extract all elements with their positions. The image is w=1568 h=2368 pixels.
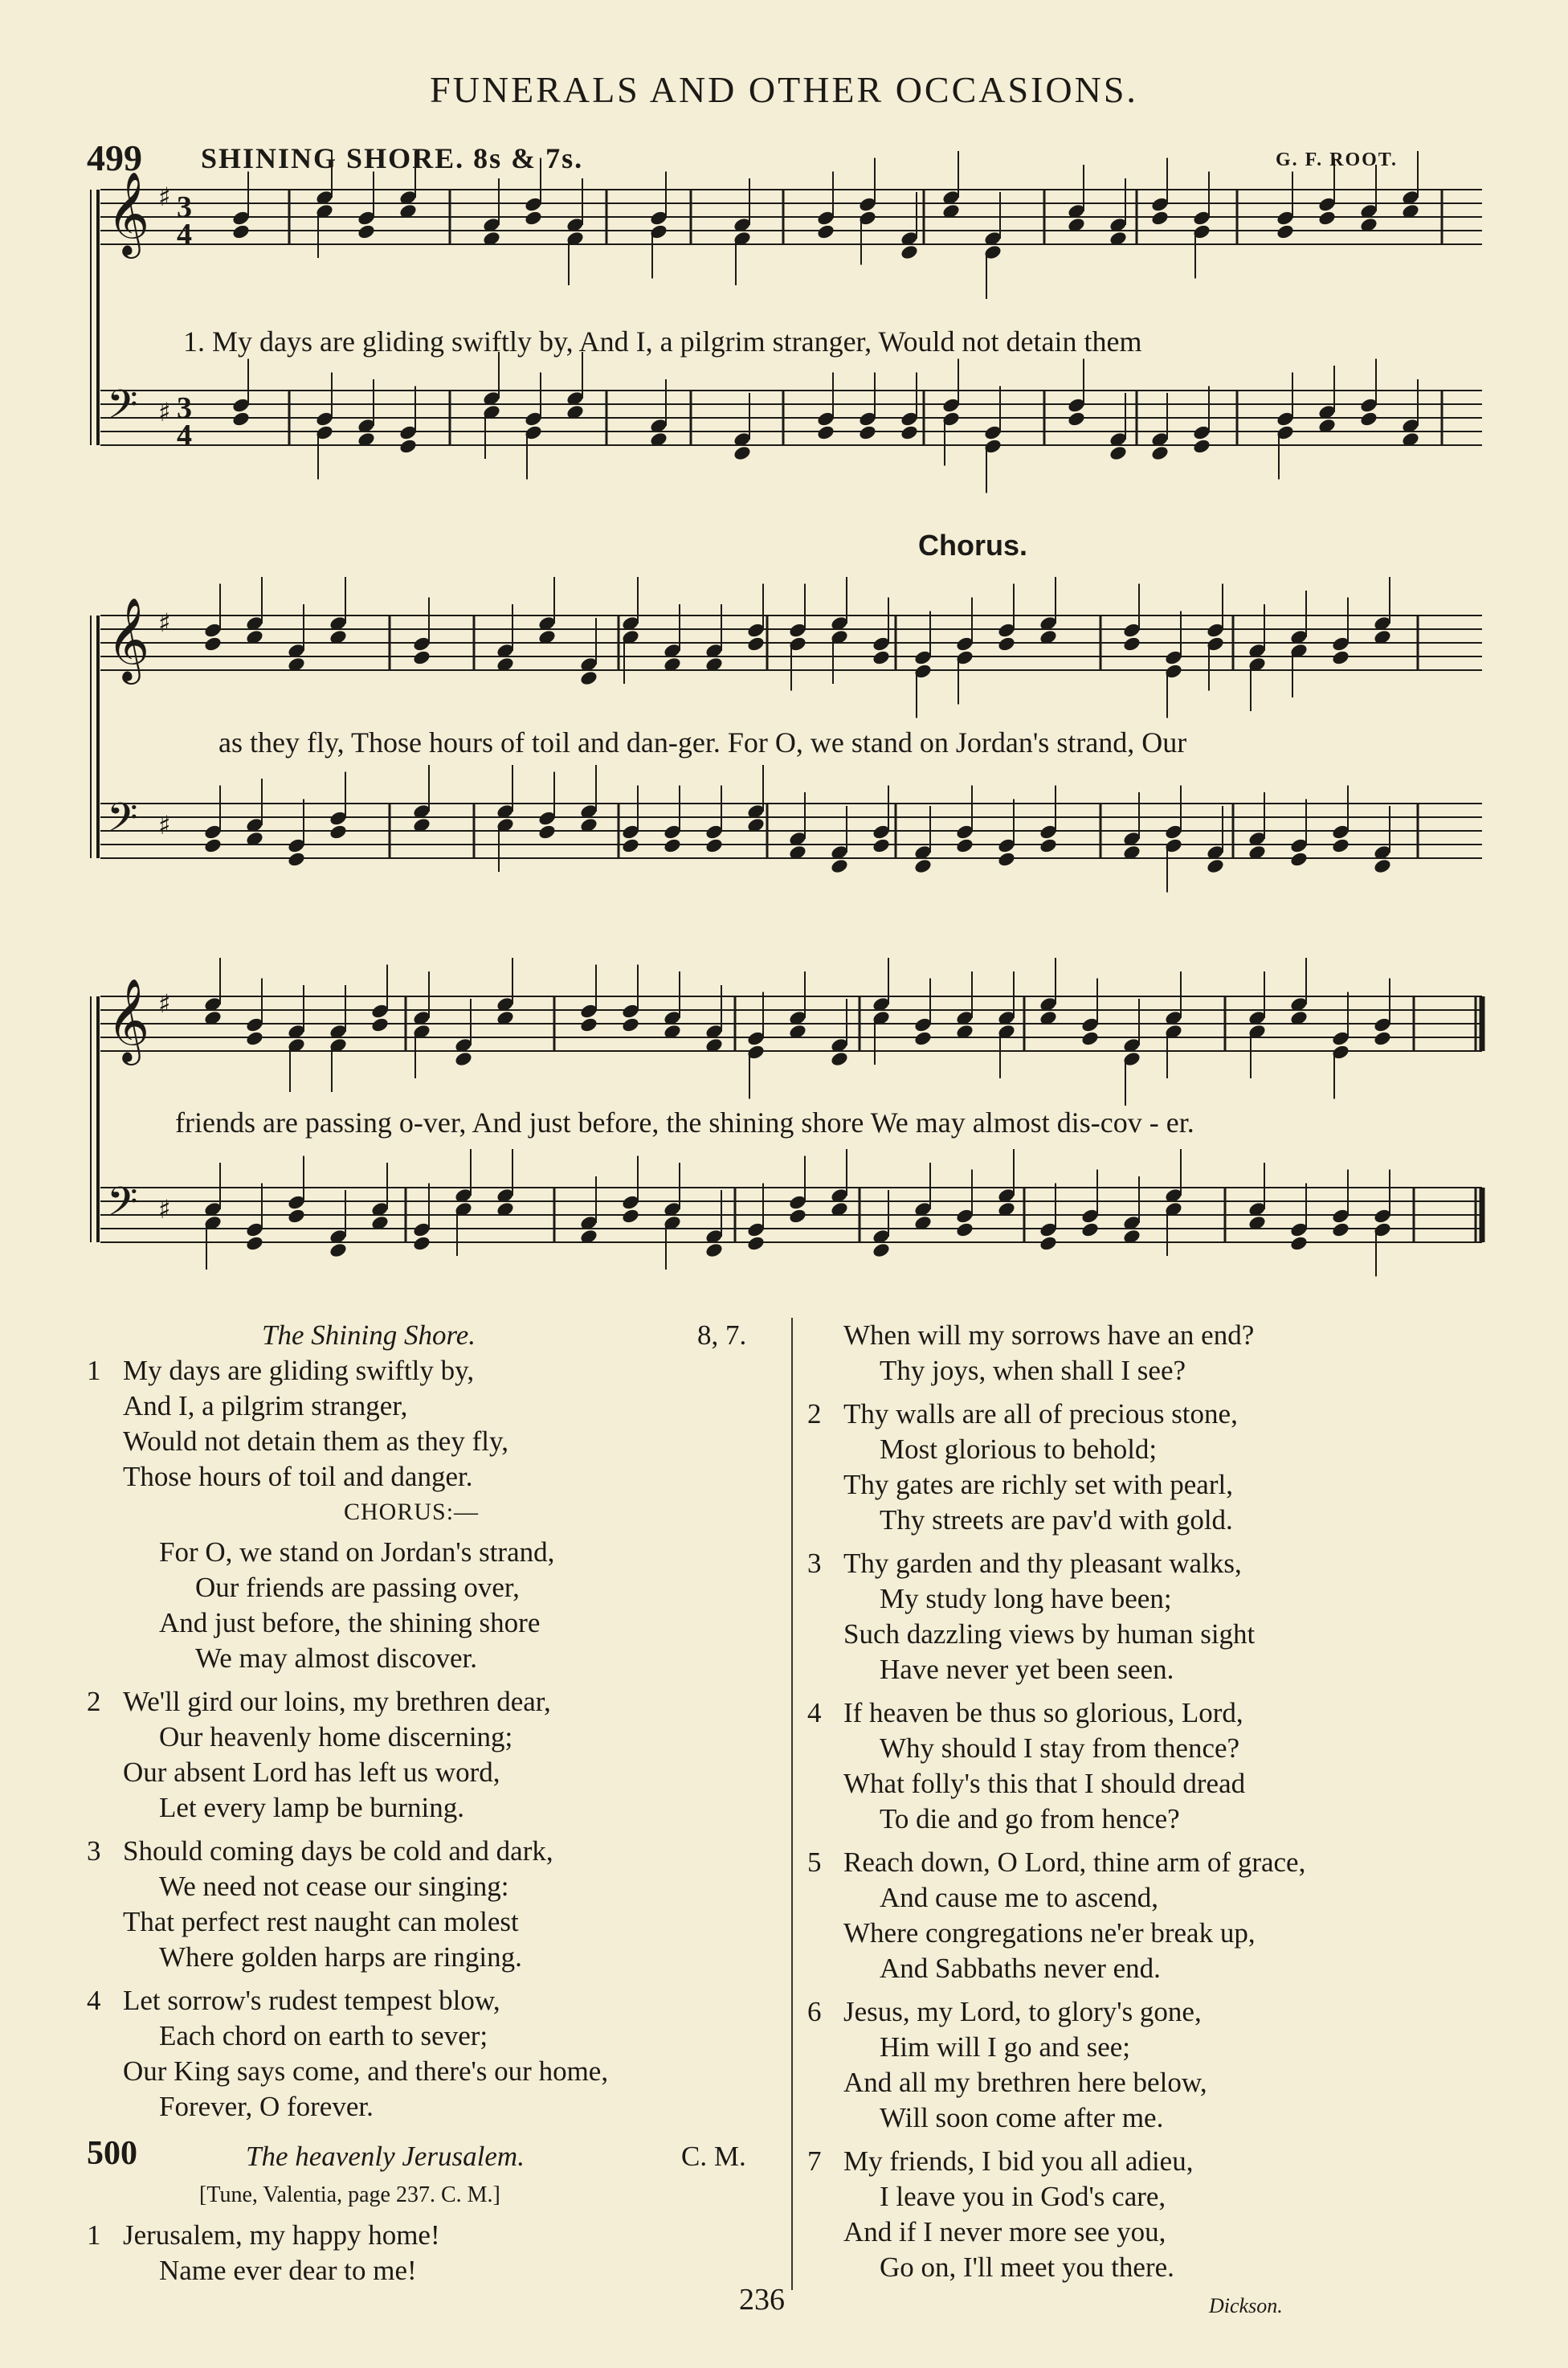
verse-number: 2 (87, 1686, 101, 1717)
verse-line: What folly's this that I should dread (843, 1768, 1246, 1799)
author-credit: Dickson. (1209, 2294, 1283, 2317)
lyrics-line-3: friends are passing o-ver, And just before, the shining shore We may almost dis-cov - er. (175, 1106, 1194, 1139)
notehead (1080, 1030, 1100, 1047)
verse-line: Jerusalem, my happy home! (123, 2219, 440, 2251)
verse-line: Should coming days be cold and dark, (123, 1835, 553, 1867)
notehead (913, 1030, 933, 1047)
verse-line: Let every lamp be burning. (159, 1792, 465, 1823)
notehead (816, 223, 835, 240)
hymn-title: SHINING SHORE. 8s & 7s. (201, 142, 584, 174)
verse-number: 3 (807, 1548, 822, 1579)
verse-line: Thy gates are richly set with pearl, (843, 1469, 1233, 1500)
treble-clef: 𝄞 (107, 171, 150, 256)
chorus-line: Our friends are passing over, (195, 1572, 520, 1603)
notehead (746, 1235, 766, 1252)
chorus-line: And just before, the shining shore (159, 1607, 541, 1638)
notehead (858, 424, 877, 441)
notehead (329, 824, 348, 840)
chorus-text (87, 1535, 770, 1676)
verse-line: Thy garden and thy pleasant walks, (843, 1548, 1242, 1579)
verse-line: Those hours of toil and danger. (123, 1461, 473, 1492)
verse-line: And if I never more see you, (843, 2216, 1166, 2247)
poem-meter: 8, 7. (697, 1319, 747, 1351)
verse-line: Thy joys, when shall I see? (880, 1355, 1186, 1386)
verse-line: Where golden harps are ringing. (159, 1941, 522, 1973)
verse-line: If heaven be thus so glorious, Lord, (843, 1697, 1243, 1728)
notehead (621, 1208, 640, 1225)
notehead (412, 649, 431, 666)
verse-line: Our absent Lord has left us word, (123, 1757, 500, 1788)
verse-line: Have never yet been seen. (880, 1654, 1174, 1685)
notehead (370, 1016, 390, 1033)
verse-number: 6 (807, 1996, 822, 2027)
notehead (733, 444, 752, 461)
verse-line: Each chord on earth to sever; (159, 2020, 488, 2051)
notehead (1289, 1235, 1309, 1252)
verse-line: Forever, O forever. (159, 2091, 374, 2122)
notehead (1276, 223, 1295, 240)
notehead (1080, 1221, 1100, 1238)
time-signature-top: 3 (177, 391, 192, 425)
page-number: 236 (739, 2283, 785, 2317)
notehead (454, 1050, 473, 1067)
verse-4 (87, 1983, 770, 2125)
notehead (287, 851, 306, 868)
bass-clef: 𝄢 (107, 795, 138, 851)
verse-line: Let sorrow's rudest tempest blow, (123, 1985, 500, 2016)
sharp-sign: ♯ (158, 988, 171, 1019)
notehead (245, 1030, 264, 1047)
poem-title: The Shining Shore. (262, 1319, 476, 1351)
verse-7 (807, 2144, 1530, 2285)
lyrics-line-1: 1. My days are gliding swiftly by, And I, a pilgrim stranger, Would not detain them (183, 325, 1142, 358)
sharp-sign: ♯ (158, 397, 171, 427)
verse-5 (807, 1845, 1530, 1986)
verse-line: Why should I stay from thence? (880, 1732, 1240, 1764)
verse-4 (807, 1695, 1530, 1837)
verse-line: Our heavenly home discerning; (159, 1721, 513, 1752)
verse-2 (807, 1397, 1530, 1538)
verse-line: Jesus, my Lord, to glory's gone, (843, 1996, 1202, 2027)
verse-line: And Sabbaths never end. (880, 1953, 1161, 1984)
chorus-label: Chorus. (918, 529, 1028, 562)
verse-line: My friends, I bid you all adieu, (843, 2145, 1194, 2177)
hymn-500-meter: C. M. (681, 2141, 746, 2172)
notehead (1039, 837, 1058, 854)
notehead (1067, 411, 1086, 427)
notehead (203, 636, 223, 652)
verse-line: Where congregations ne'er break up, (843, 1917, 1256, 1949)
verse-number: 1 (87, 2219, 101, 2251)
verse-line: Thy walls are all of precious stone, (843, 1398, 1238, 1429)
notehead (1317, 210, 1337, 227)
chorus-line: For O, we stand on Jordan's strand, (159, 1536, 555, 1568)
composer: G. F. ROOT. (1276, 149, 1399, 170)
sharp-sign: ♯ (158, 810, 171, 840)
tune-reference: [Tune, Valentia, page 237. C. M.] (199, 2182, 500, 2207)
notehead (245, 1235, 264, 1252)
hymn-500-number: 500 (87, 2135, 137, 2172)
notehead (1150, 210, 1170, 227)
notehead (872, 837, 891, 854)
column-divider (791, 1318, 793, 2290)
notehead (830, 1050, 849, 1067)
notehead (1373, 857, 1392, 874)
verse-line: When will my sorrows have an end? (843, 1319, 1255, 1351)
verse-line: Him will I go and see; (880, 2031, 1131, 2063)
verse-number: 7 (807, 2145, 822, 2177)
treble-clef: 𝄞 (107, 597, 150, 681)
hymn-500-heading (87, 2134, 770, 2178)
verse-line: Go on, I'll meet you there. (880, 2251, 1174, 2283)
sharp-sign: ♯ (158, 182, 171, 212)
verse-line: Reach down, O Lord, thine arm of grace, (843, 1847, 1306, 1878)
verse-line: Thy streets are pav'd with gold. (880, 1504, 1233, 1536)
verse-line: To die and go from hence? (880, 1803, 1180, 1834)
notehead (1150, 444, 1170, 461)
verse-number: 2 (807, 1398, 822, 1429)
notehead (579, 1016, 598, 1033)
verse-line: We'll gird our loins, my brethren dear, (123, 1686, 551, 1717)
notehead (579, 669, 598, 686)
verse-line: And cause me to ascend, (880, 1882, 1158, 1913)
verse-line: My days are gliding swiftly by, (123, 1355, 475, 1386)
verse-line: Name ever dear to me! (159, 2255, 417, 2286)
time-signature-bottom: 4 (177, 419, 192, 452)
sharp-sign: ♯ (158, 1194, 171, 1225)
notehead (704, 837, 724, 854)
verse-number: 1 (87, 1355, 101, 1386)
verse-3 (807, 1546, 1530, 1687)
time-signature-bottom: 4 (177, 218, 192, 252)
verse-number: 3 (87, 1835, 101, 1867)
notehead (872, 1241, 891, 1258)
notehead (1192, 438, 1211, 455)
right-column (807, 1318, 1530, 2285)
verse-line: Would not detain them as they fly, (123, 1425, 508, 1457)
notehead (1331, 837, 1350, 854)
notehead (830, 857, 849, 874)
notehead (1289, 851, 1309, 868)
left-column (87, 1318, 770, 2288)
verse-1 (87, 1353, 770, 1495)
notehead (997, 851, 1016, 868)
notehead (746, 636, 766, 652)
notehead (357, 223, 376, 240)
verse-line: And I, a pilgrim stranger, (123, 1390, 408, 1421)
bass-clef: 𝄢 (107, 1179, 138, 1235)
notehead (872, 649, 891, 666)
notehead (1109, 444, 1128, 461)
notehead (816, 424, 835, 441)
verse-number: 4 (807, 1697, 822, 1728)
notehead (412, 1235, 431, 1252)
notehead (231, 223, 251, 240)
notehead (329, 1241, 348, 1258)
verse-line: We need not cease our singing: (159, 1871, 509, 1902)
notehead (1373, 1030, 1392, 1047)
poem-heading (87, 1318, 770, 1353)
verse-number: 5 (807, 1847, 822, 1878)
notehead (704, 1241, 724, 1258)
notehead (231, 411, 251, 427)
notehead (1331, 1221, 1350, 1238)
hymn-500-title: The heavenly Jerusalem. (246, 2141, 525, 2172)
verse-line: Most glorious to behold; (880, 1433, 1158, 1465)
notehead (398, 438, 418, 455)
notehead (997, 636, 1016, 652)
notehead (621, 1016, 640, 1033)
notehead (955, 837, 974, 854)
notehead (955, 1221, 974, 1238)
verse-line: My study long have been; (880, 1583, 1172, 1614)
verse-line: Our King says come, and there's our home, (123, 2055, 609, 2087)
verse-line: Such dazzling views by human sight (843, 1618, 1256, 1650)
treble-clef: 𝄞 (107, 978, 150, 1062)
notehead (621, 837, 640, 854)
hymn-500-verse-1 (87, 2218, 770, 2288)
hymn-number: 499 (87, 137, 142, 178)
verse-2 (87, 1684, 770, 1826)
notehead (913, 857, 933, 874)
notehead (1359, 411, 1378, 427)
time-signature-top: 3 (177, 190, 192, 224)
notehead (900, 424, 919, 441)
notehead (1206, 857, 1225, 874)
notehead (524, 210, 543, 227)
notehead (203, 837, 223, 854)
verse-6 (807, 1994, 1530, 2136)
verse-line: I leave you in God's care, (880, 2181, 1166, 2212)
verse-line: Will soon come after me. (880, 2102, 1164, 2133)
sharp-sign: ♯ (158, 607, 171, 638)
running-head: FUNERALS AND OTHER OCCASIONS. (430, 69, 1138, 110)
notehead (287, 1208, 306, 1225)
bass-clef: 𝄢 (107, 382, 138, 438)
notehead (1122, 636, 1141, 652)
notehead (1331, 649, 1350, 666)
notehead (788, 1208, 807, 1225)
verse-3 (87, 1834, 770, 1975)
lyrics-line-2: as they fly, Those hours of toil and dan-ger. For O, we stand on Jordan's strand, Our (218, 726, 1187, 759)
verse-line: That perfect rest naught can molest (123, 1906, 519, 1937)
notehead (1039, 1235, 1058, 1252)
chorus-heading: CHORUS:— (344, 1499, 480, 1525)
verse-line: And all my brethren here below, (843, 2067, 1207, 2098)
chorus-line: We may almost discover. (195, 1642, 477, 1674)
notehead (537, 824, 557, 840)
hymn-500-continuation (807, 1318, 1530, 1388)
notehead (900, 243, 919, 260)
verse-number: 4 (87, 1985, 101, 2016)
notehead (663, 837, 682, 854)
